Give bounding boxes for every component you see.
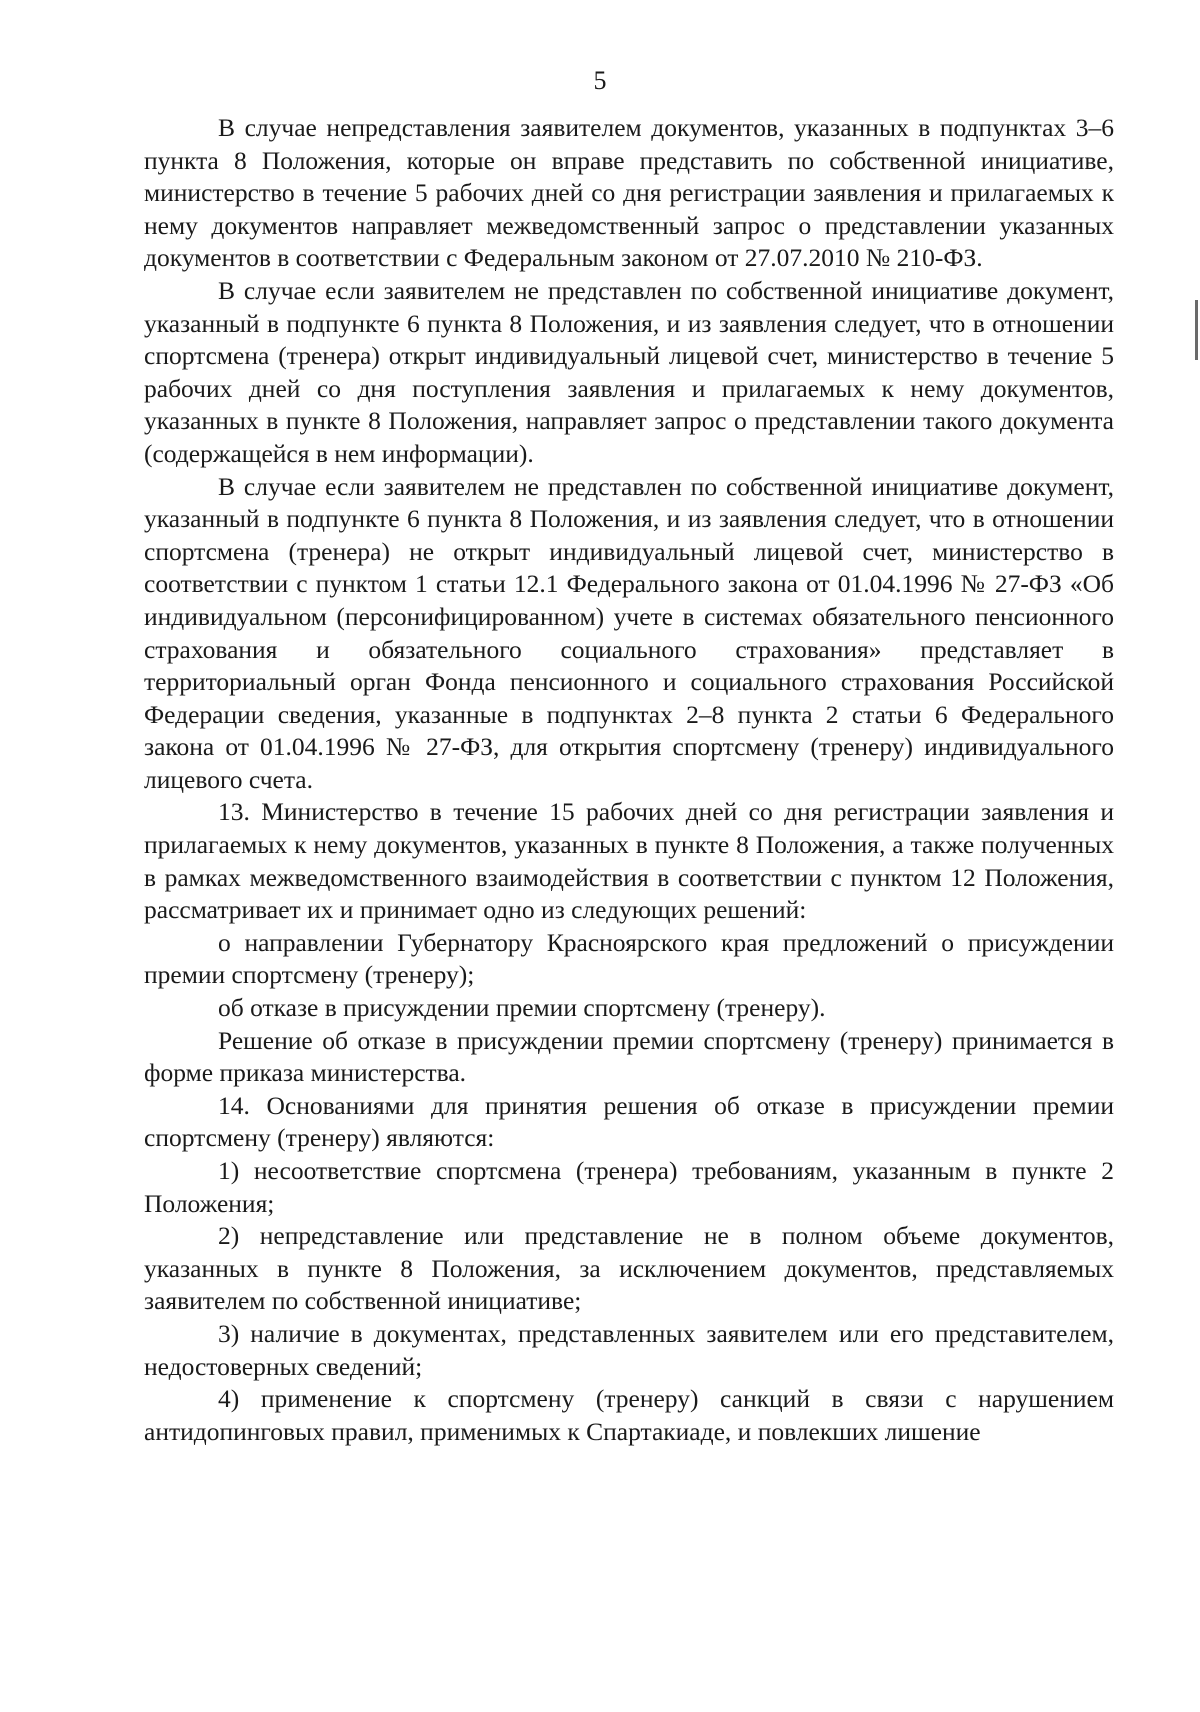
- paragraph: В случае если заявителем не представлен по собственной инициативе документ, указанный в подпункте 6 пункта 8 Положения, и из заявления следует, что в отношении спортсмена (тренера) не открыт индивидуальный лицевой счет, министерство в соответствии с пунктом 1 статьи 12.1 Федерального закона от 01.04.1996 № 27-ФЗ «Об индивидуальном (персонифицированном) учете в системах обязательного пенсионного страхования и обязательного социального страхования» представляет в территориальный орган Фонда пенсионного и социального страхования Российской Федерации сведения, указанные в подпунктах 2–8 пункта 2 статьи 6 Федерального закона от 01.04.1996 № 27-ФЗ, для открытия спортсмену (тренеру) индивидуального лицевого счета.: [144, 471, 1114, 794]
- paragraph: Решение об отказе в присуждении премии спортсмену (тренеру) принимается в форме приказа министерства.: [144, 1025, 1114, 1088]
- paragraph: об отказе в присуждении премии спортсмену (тренеру).: [218, 993, 826, 1023]
- paragraph: В случае если заявителем не представлен по собственной инициативе документ, указанный в подпункте 6 пункта 8 Положения, и из заявления следует, что в отношении спортсмена (тренера) открыт индивидуальный лицевой счет, министерство в течение 5 рабочих дней со дня поступления заявления и прилагаемых к нему документов, указанных в пункте 8 Положения, направляет запрос о представлении такого документа (содержащейся в нем информации).: [144, 275, 1114, 468]
- paragraph: о направлении Губернатору Красноярского края предложений о присуждении премии спортсмену (тренеру);: [144, 927, 1114, 990]
- document-body: [144, 112, 1114, 1448]
- paragraph: 4) применение к спортсмену (тренеру) санкций в связи с нарушением антидопинговых правил, применимых к Спартакиаде, и повлекших лишение: [144, 1384, 1114, 1446]
- paragraph: 13. Министерство в течение 15 рабочих дней со дня регистрации заявления и прилагаемых к нему документов, указанных в пункте 8 Положения, а также полученных в рамках межведомственного взаимодействия в соответствии с пунктом 12 Положения, рассматривает их и принимает одно из следующих решений:: [144, 797, 1114, 925]
- paragraph: 1) несоответствие спортсмена (тренера) требованиям, указанным в пункте 2 Положения;: [144, 1156, 1114, 1218]
- page-number: 5: [593, 66, 607, 95]
- scan-edge-mark: [1195, 300, 1198, 360]
- paragraph: В случае непредставления заявителем документов, указанных в подпунктах 3–6 пункта 8 Положения, которые он вправе представить по собственной инициативе, министерство в течение 5 рабочих дней со дня регистрации заявления и прилагаемых к нему документов направляет межведомственный запрос о представлении указанных документов в соответствии с Федеральным законом от 27.07.2010 № 210-ФЗ.: [144, 113, 1114, 273]
- paragraph: 2) непредставление или представление не в полном объеме документов, указанных в пункте 8 Положения, за исключением документов, представляемых заявителем по собственной инициативе;: [144, 1221, 1114, 1316]
- paragraph: 14. Основаниями для принятия решения об отказе в присуждении премии спортсмену (тренеру) являются:: [144, 1090, 1114, 1153]
- paragraph: 3) наличие в документах, представленных заявителем или его представителем, недостоверных сведений;: [144, 1318, 1114, 1381]
